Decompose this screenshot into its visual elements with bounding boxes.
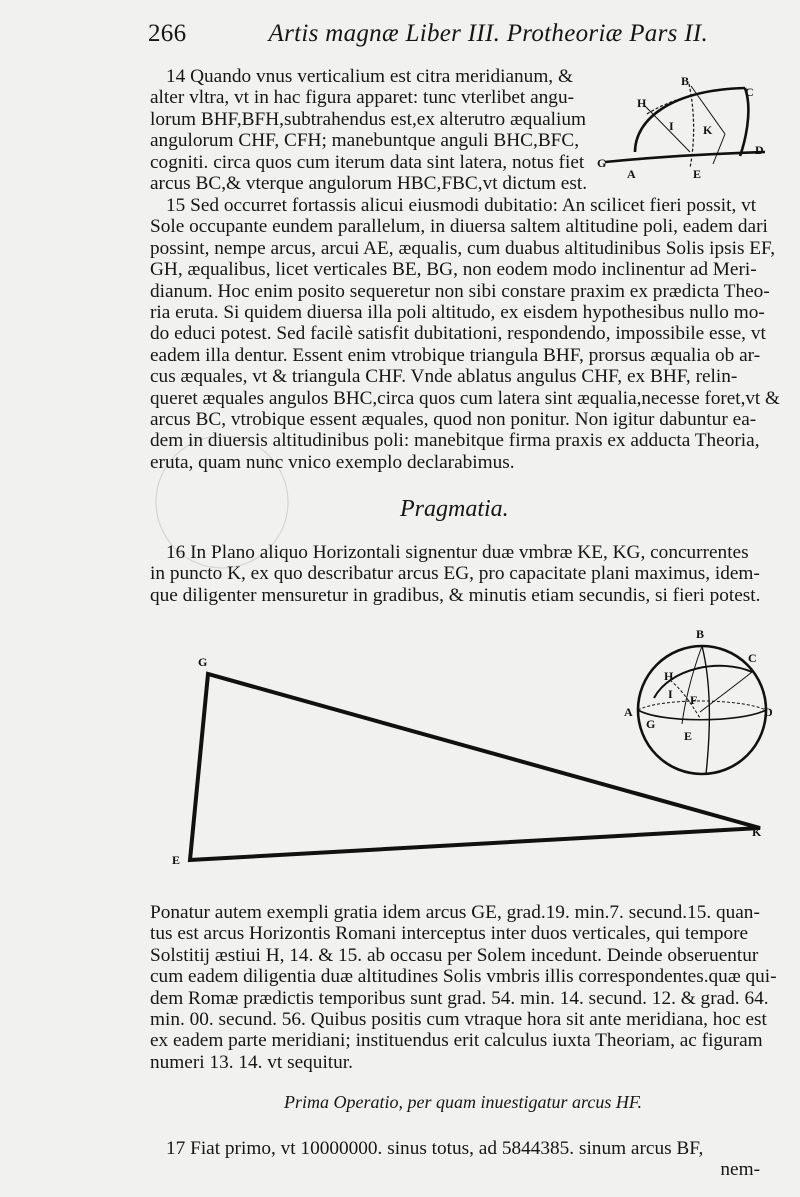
paragraph-ponatur [150,902,780,1073]
figure-label: I [669,119,674,133]
text-line: queret æquales angulos BHC,circa quos cum latera sint æqualia,necesse foret,vt & [150,387,780,409]
sphere-figure [620,628,780,788]
text-line: do educi potest. Sed facilè satisfit dubitationi, respondendo, impossibile esse, vt [150,323,766,345]
figure-label: G [198,655,208,669]
text-line: Ponatur autem exempli gratia idem arcus GE, grad.19. min.7. secund.15. quan- [150,902,760,923]
figure-label: E [172,853,181,867]
text-line: eruta, quam nunc vnico exemplo declarabimus. [150,451,515,473]
figure-label: D [764,705,773,719]
figure-label: B [681,74,690,88]
operation-caption: Prima Operatio, per quam inuestigatur arcus HF. [284,1092,642,1112]
text-line: 14 Quando vnus verticalium est citra meridianum, & [166,66,573,87]
figure-label: K [703,123,713,137]
figure-label: I [668,687,673,701]
figure-label: E [684,729,693,743]
page-number: 266 [148,20,187,47]
text-line: GH, æqualibus, licet verticales BE, BG, non eodem modo inclinentur ad Meri- [150,259,757,281]
figure-label: B [696,627,705,641]
paragraph-17 [150,1138,780,1181]
text-line: angulorum CHF, CFH; manebuntque anguli BHC,BFC, [150,130,580,152]
text-line: 17 Fiat primo, vt 10000000. sinus totus, ad 5844385. sinum arcus BF, [166,1138,704,1159]
text-line: ex eadem parte meridiani; instituendus erit calculus iuxta Theoriam, ac figuram [150,1030,763,1052]
text-line: ria eruta. Si quidem diuersa illa poli altitudo, ex eisdem hypothesibus nullo mo- [150,302,765,324]
figure-label: G [646,717,656,731]
text-line: Solstitij æstiui H, 14. & 15. ab occasu per Solem incedunt. Deinde obseruentur [150,944,759,966]
text-line: min. 00. secund. 56. Quibus positis cum vtraque hora sit ante meridiana, hoc est [150,1009,767,1031]
figure-label: G [597,156,607,170]
figure-label: D [755,143,764,157]
text-line: in puncto K, ex quo describatur arcus EG, pro capacitate plani maximus, idem- [150,563,760,585]
text-line: cus æquales, vt & triangula CHF. Vnde ablatus angulus CHF, ex BHF, relin- [150,366,738,388]
text-line: arcus BC, vtrobique essent æquales, quod non ponitur. Non igitur dabuntur ea- [150,409,757,431]
figure-label: C [748,651,757,665]
text-line: dianum. Hoc enim posito sequeretur non sibi constare praxim ex prædicta Theo- [150,280,770,302]
paragraph-15 [150,195,780,473]
figure-label: A [624,705,633,719]
text-line: cum eadem diligentia duæ altitudines Solis vmbris illis correspondentes.quæ qui- [150,966,777,988]
figure-label: H [637,96,647,110]
figure-label: K [752,825,762,839]
text-line: dem Romæ prædictis temporibus sunt grad. 54. min. 14. secund. 12. & grad. 64. [150,987,769,1009]
text-line: dem in diuersis altitudinibus poli: manebitque firma praxis ex adducta Theoria, [150,430,760,452]
text-line: 15 Sed occurret fortassis alicui eiusmodi dubitatio: An scilicet fieri possit, vt [166,195,757,216]
figure-label: H [664,669,674,683]
text-line: arcus BC,& vterque angulorum HBC,FBC,vt dictum est. [150,173,588,195]
text-line: lorum BHF,BFH,subtrahendus est,ex alterutro æqualium [150,108,586,130]
catchword: nem- [720,1159,760,1181]
figure-label: C [745,85,754,99]
text-line: possint, nempe arcus, arcui AE, æqualis, cum duabus altitudinibus Solis ipsis EF, [150,237,776,259]
text-line: numeri 13. 14. vt sequitur. [150,1051,353,1073]
section-heading: Pragmatia. [400,496,509,522]
text-line: tus est arcus Horizontis Romani interceptus inter duos verticales, qui tempore [150,923,749,945]
running-header [148,20,708,48]
text-line: alter vltra, vt in hac figura apparet: tunc vterlibet angu- [150,87,575,109]
text-line: Sole occupante eundem parallelum, in diuersa saltem altitudine poli, eadem dari [150,216,768,238]
figure-label: E [693,167,702,181]
figure-label: F [690,693,698,707]
text-line: eadem illa dentur. Essent enim vtrobique triangula BHF, prorsus æqualia ob ar- [150,344,761,366]
paragraph-16 [150,542,780,606]
text-line: que diligenter mensuretur in gradibus, & minutis etiam secundis, si fieri potest. [150,584,761,606]
paragraph-14 [150,66,590,194]
text-line: cogniti. circa quos cum iterum data sint latera, notus fiet [150,151,585,173]
text-line: 16 In Plano aliquo Horizontali signentur duæ vmbræ KE, KG, concurrentes [166,542,749,563]
spherical-triangle-figure [595,72,795,182]
figure-label: A [627,167,636,181]
running-title: Artis magnæ Liber III. Protheoriæ Pars II. [268,20,708,47]
